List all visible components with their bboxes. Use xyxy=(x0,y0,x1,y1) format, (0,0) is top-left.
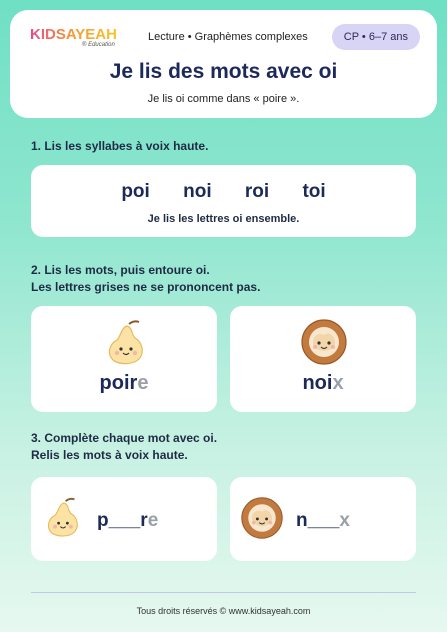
breadcrumb: Lecture • Graphèmes complexes xyxy=(148,31,308,43)
exercise-card-noix[interactable] xyxy=(230,477,416,561)
word-poire: poire xyxy=(99,372,149,394)
exercise-card-poire[interactable] xyxy=(31,477,217,561)
syllable: poi xyxy=(121,181,150,202)
syllable: toi xyxy=(302,181,326,202)
exercise-word-noix[interactable]: n___x xyxy=(296,510,350,531)
exercise-word-poire[interactable]: p___re xyxy=(97,510,159,531)
section3-label xyxy=(31,430,217,464)
pear-icon xyxy=(101,318,151,366)
section2-line1: 2. Lis les mots, puis entoure oi. xyxy=(31,263,210,277)
walnut-icon xyxy=(300,318,348,366)
section1-label: 1. Lis les syllabes à voix haute. xyxy=(31,139,209,153)
page-title: Je lis des mots avec oi xyxy=(109,60,338,83)
section2-label xyxy=(31,262,260,296)
syllable: noi xyxy=(183,181,212,202)
word-card-poire[interactable] xyxy=(31,306,217,412)
header-card xyxy=(10,10,437,118)
footer-copyright: Tous droits réservés © www.kidsayeah.com xyxy=(136,606,311,616)
logo xyxy=(30,24,135,51)
section2-line2: Les lettres grises ne se prononcent pas. xyxy=(31,280,261,294)
section3-line2: Relis les mots à voix haute. xyxy=(31,448,188,462)
walnut-icon xyxy=(240,496,284,540)
syllable-row xyxy=(31,181,416,203)
word-card-noix[interactable] xyxy=(230,306,416,412)
syllables-note: Je lis les lettres oi ensemble. xyxy=(147,213,300,225)
logo-subtitle: ® Education xyxy=(82,42,115,48)
svg-text:KIDSAYEAH: KIDSAYEAH xyxy=(30,26,117,43)
footer-divider xyxy=(31,592,416,593)
page-subtitle: Je lis oi comme dans « poire ». xyxy=(147,93,300,105)
syllable: roi xyxy=(244,181,270,202)
level-badge: CP • 6–7 ans xyxy=(332,24,420,50)
syllables-card xyxy=(31,165,416,237)
section3-line1: 3. Complète chaque mot avec oi. xyxy=(31,431,218,445)
word-noix: noix xyxy=(302,372,344,394)
pear-icon xyxy=(41,495,85,539)
